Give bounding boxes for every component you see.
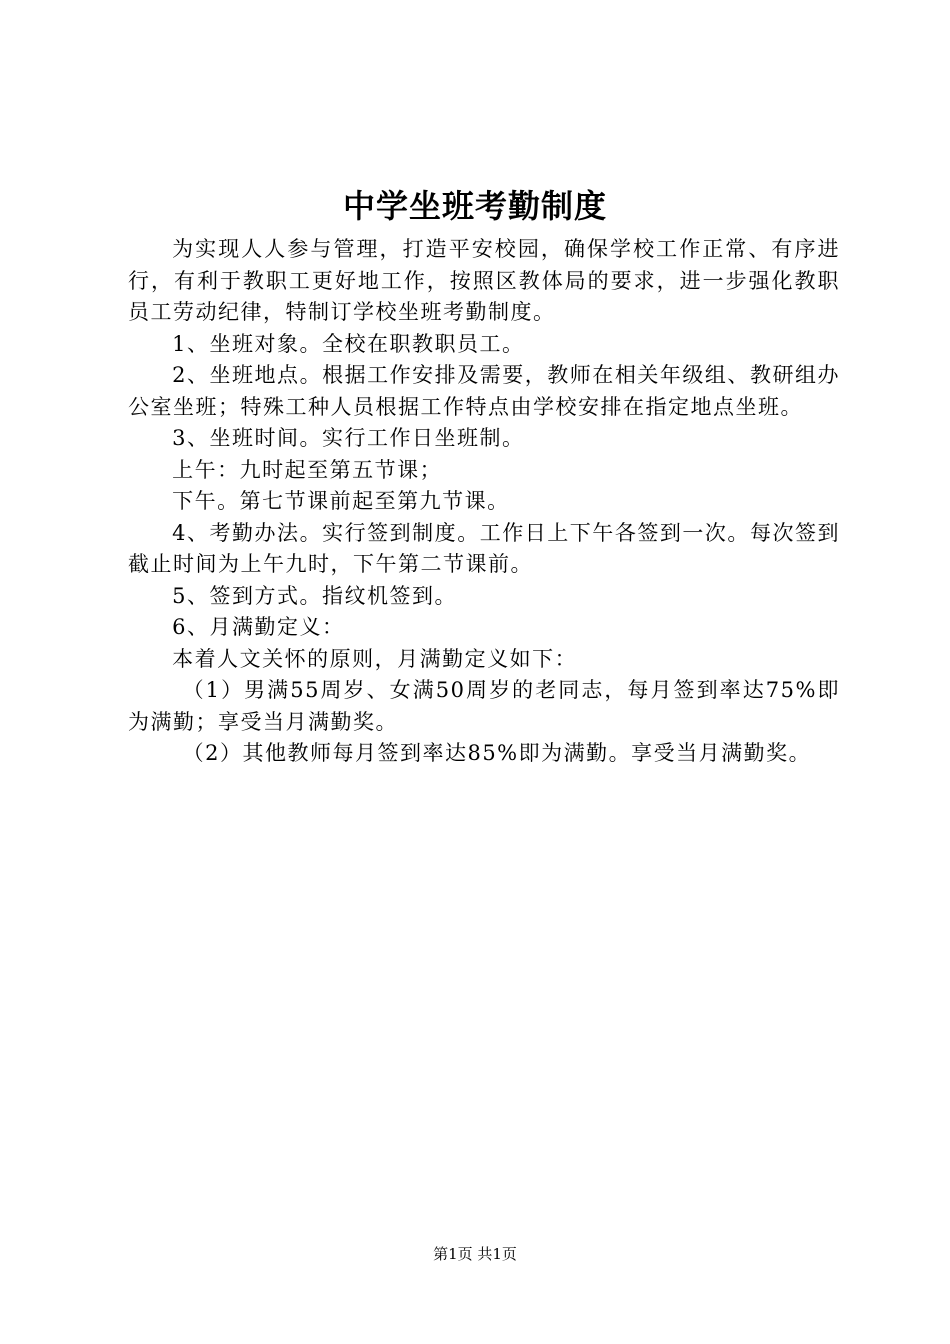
- item-5-paragraph: 5、签到方式。指纹机签到。: [172, 583, 457, 608]
- sub-item-2-paragraph: （2）其他教师每月签到率达85%即为满勤。享受当月满勤奖。: [182, 741, 812, 765]
- item-1-paragraph: 1、坐班对象。全校在职教职员工。: [172, 331, 525, 356]
- intro-paragraph: 为实现人人参与管理，打造平安校园，确保学校工作正常、有序进行，有利于教职工更好地工作，按照区教体局的要求，进一步强化教职员工劳动纪律，特制订学校坐班考勤制度。: [128, 237, 840, 324]
- item-2-paragraph: 2、坐班地点。根据工作安排及需要，教师在相关年级组、教研组办公室坐班；特殊工种人员根据工作特点由学校安排在指定地点坐班。: [128, 363, 840, 419]
- document-title: 中学坐班考勤制度: [342, 187, 607, 225]
- afternoon-time-paragraph: 下午。第七节课前起至第九节课。: [172, 489, 510, 513]
- item-3-paragraph: 3、坐班时间。实行工作日坐班制。: [172, 426, 525, 450]
- page-footer: 第1页 共1页: [433, 1245, 517, 1263]
- morning-time-paragraph: 上午：九时起至第五节课；: [172, 457, 443, 482]
- item-4-paragraph: 4、考勤办法。实行签到制度。工作日上下午各签到一次。每次签到截止时间为上午九时，下午第二节课前。: [128, 520, 840, 576]
- item-6-paragraph: 6、月满勤定义：: [172, 615, 345, 639]
- principle-paragraph: 本着人文关怀的原则，月满勤定义如下：: [172, 646, 578, 671]
- document-body: [128, 234, 840, 770]
- sub-item-1-paragraph: （1）男满55周岁、女满50周岁的老同志，每月签到率达75%即为满勤；享受当月满勤奖。: [128, 678, 840, 734]
